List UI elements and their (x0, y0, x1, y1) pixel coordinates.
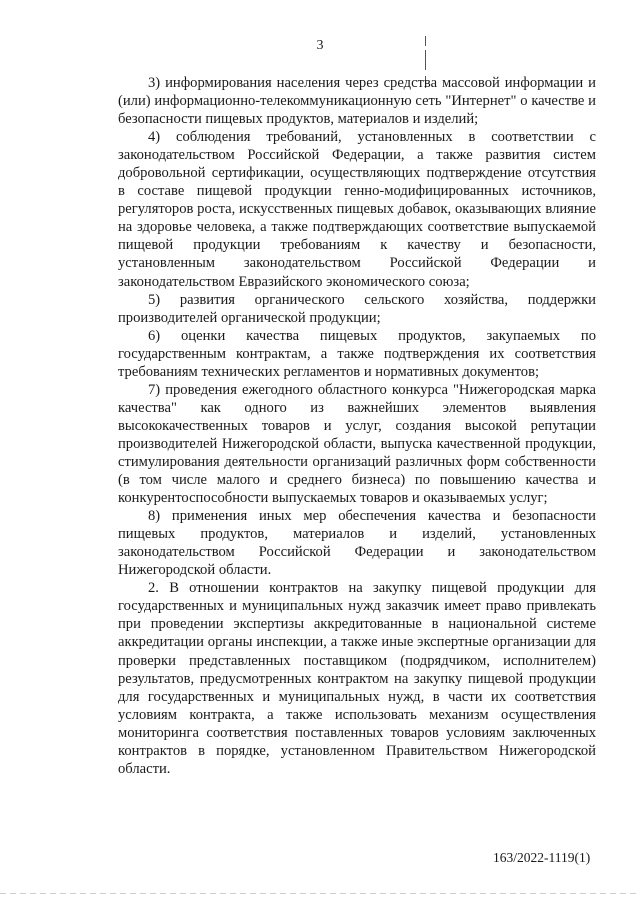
document-body (118, 74, 596, 778)
paragraph-item-7: 7) проведения ежегодного областного конкурса "Нижегородская марка качества" как одного из важнейших элементов выявления высококачественных товаров и услуг, создания высокой репутации производителей Нижегородской области, выпуска качественной продукции, стимулирования деятельности организаций различных форм собственности (в том числе малого и среднего бизнеса) по повышению качества и конкурентоспособности выпускаемых товаров и оказываемых услуг; (118, 381, 596, 507)
paragraph-item-8: 8) применения иных мер обеспечения качества и безопасности пищевых продуктов, материалов и изделий, установленных законодательством Российской Федерации и законодательством Нижегородской области. (118, 508, 596, 579)
paragraph-section-2: 2. В отношении контрактов на закупку пищевой продукции для государственных и муниципальных нужд заказчик имеет право привлекать при проведении экспертизы аккредитованные в национальной системе аккредитации органы инспекции, а также иные экспертные организации для проверки представленных поставщиком (подрядчиком, исполнителем) результатов, предусмотренных контрактом на закупку пищевой продукции для государственных и муниципальных нужд, в части их соответствия условиям контракта, а также использовать механизм осуществления мониторинга соответствия поставленных товаров условиям заключенных контрактов в порядке, установленном Правительством Нижегородской области. (118, 580, 596, 777)
page-number: 3 (316, 38, 324, 53)
scan-bottom-edge (0, 893, 640, 894)
paragraph-item-5: 5) развития органического сельского хозяйства, поддержки производителей органической продукции; (118, 291, 596, 326)
paragraph-item-6: 6) оценки качества пищевых продуктов, закупаемых по государственным контрактам, а также подтверждения их соответствия требованиям технических регламентов и нормативных документов; (118, 327, 596, 380)
paragraph-item-3: 3) информирования населения через средства массовой информации и (или) информационно-телекоммуникационную сеть "Интернет" о качестве и безопасности пищевых продуктов, материалов и изделий; (118, 75, 596, 128)
paragraph-item-4: 4) соблюдения требований, установленных в соответствии с законодательством Российской Федерации, а также развития систем добровольной сертификации, осуществляющих подтверждение отсутствия в составе пищевой продукции генно-модифицированных источников, регуляторов роста, искусственных пищевых добавок, оказывающих влияние на здоровье человека, а также подтверждающих соответствие выпускаемой пищевой продукции требованиям к качеству и безопасности, установленным законодательством Российской Федерации и законодательством Евразийского экономического союза; (118, 129, 596, 290)
document-number: 163/2022-1119(1) (493, 850, 591, 865)
